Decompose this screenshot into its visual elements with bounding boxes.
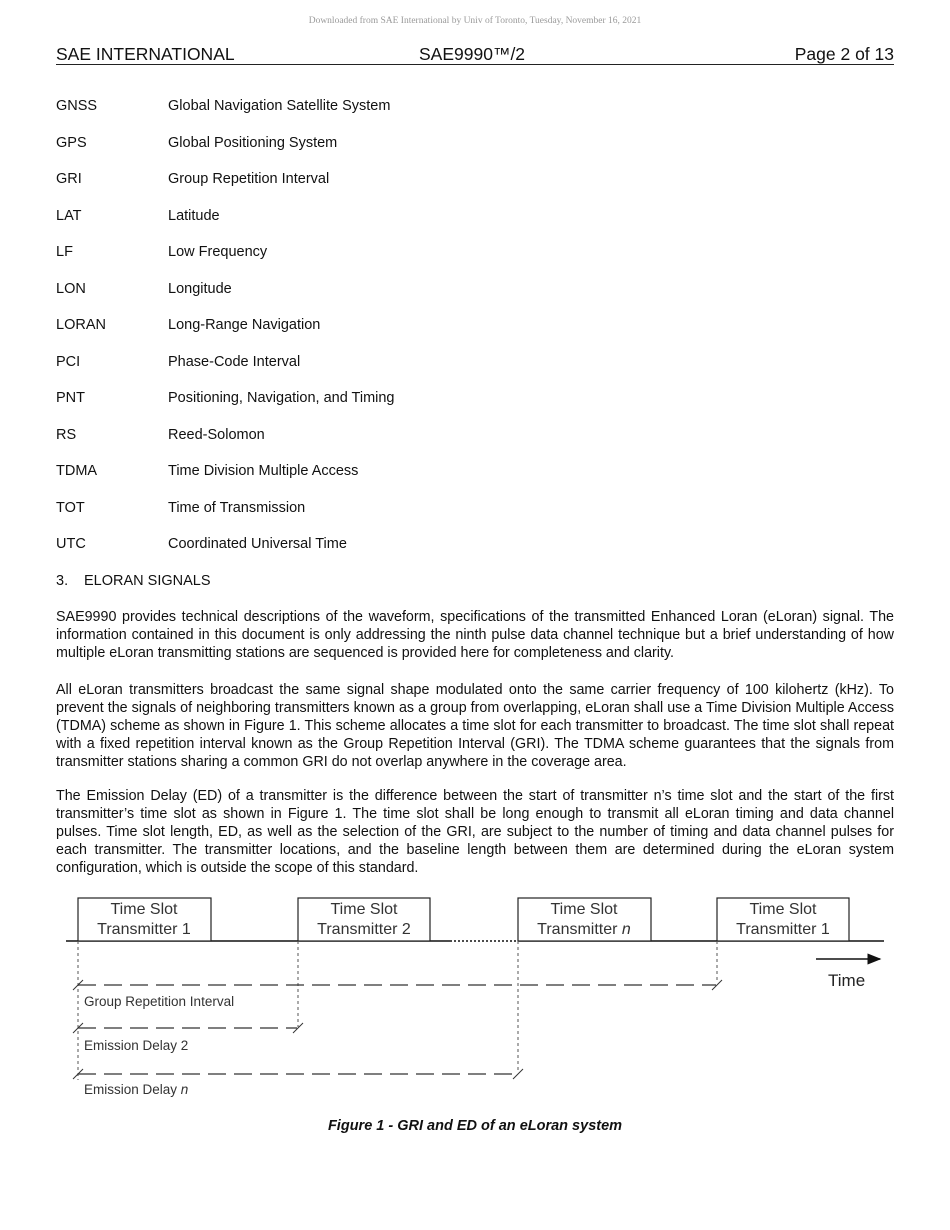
- slot-1-repeat-label-bottom: Transmitter 1: [736, 921, 830, 938]
- section-title: ELORAN SIGNALS: [84, 573, 211, 589]
- abbreviation-row: [56, 425, 894, 462]
- abbreviation-definition: Long-Range Navigation: [168, 317, 321, 333]
- slot-n-label-bottom: Transmitter n: [537, 921, 631, 938]
- abbreviation-term: GPS: [56, 134, 87, 151]
- abbreviation-definition: Group Repetition Interval: [168, 171, 330, 187]
- edn-end-tick: [513, 1069, 523, 1079]
- abbreviation-term: GRI: [56, 171, 82, 187]
- abbreviation-row: [56, 169, 894, 206]
- abbreviation-definition: Global Navigation Satellite System: [168, 98, 391, 114]
- abbreviation-row: [56, 206, 894, 243]
- abbreviation-term: TDMA: [56, 463, 98, 479]
- abbreviation-term: LAT: [56, 207, 82, 224]
- figure-caption: Figure 1 - GRI and ED of an eLoran system: [327, 1118, 623, 1134]
- section-heading: [56, 571, 211, 591]
- page-header: [56, 44, 894, 65]
- abbreviation-term: TOT: [56, 499, 85, 516]
- header-organization: SAE INTERNATIONAL: [56, 44, 235, 64]
- section-number: 3.: [56, 573, 69, 589]
- abbreviation-row: [56, 534, 894, 571]
- abbreviation-definition: Low Frequency: [168, 244, 268, 260]
- abbreviation-term: GNSS: [56, 98, 98, 114]
- abbreviation-row: [56, 352, 894, 389]
- abbreviation-row: [56, 96, 894, 133]
- figure-gri-diagram: [56, 890, 894, 1105]
- abbreviation-term: PCI: [56, 353, 81, 370]
- abbreviation-row: [56, 315, 894, 352]
- abbreviation-row: [56, 461, 894, 498]
- paragraph-intro: SAE9990 provides technical descriptions of the waveform, specifications of the transmitted Enhanced Loran (eLoran) signal. The information contained in this document is only addressing the ninth pulse data channel technique but a brief understanding of how multiple eLoran transmitting stations are sequenced is provided here for completeness and clarity.: [56, 609, 894, 661]
- abbreviation-row: [56, 498, 894, 535]
- abbreviation-list: [56, 96, 894, 571]
- header-page-number: Page 2 of 13: [794, 44, 894, 64]
- slot-2-label-bottom: Transmitter 2: [317, 921, 411, 938]
- slot-1-label-bottom: Transmitter 1: [97, 921, 191, 938]
- abbreviation-term: UTC: [56, 536, 86, 552]
- abbreviation-definition: Time of Transmission: [168, 499, 306, 516]
- abbreviation-definition: Positioning, Navigation, and Timing: [168, 390, 395, 406]
- ed2-label: Emission Delay 2: [84, 1038, 189, 1053]
- gri-label: Group Repetition Interval: [84, 994, 235, 1009]
- abbreviation-definition: Latitude: [168, 207, 220, 224]
- paragraph-emission-delay: The Emission Delay (ED) of a transmitter is the difference between the start of transmitter n’s time slot and the start of the first transmitter’s time slot as shown in Figure 1. The time slot shall be long enough to transmit all eLoran timing and data channel pulses. Time slot length, ED, as well as the selection of the GRI, are subject to the number of timing and data channel pulses for each transmitter. The transmitter locations, and the baseline length between them are determined during the eLoran system configuration, which is outside the scope of this standard.: [56, 788, 894, 876]
- slot-n-label-top: Time Slot: [550, 901, 618, 918]
- slot-2-label-top: Time Slot: [330, 901, 398, 918]
- abbreviation-definition: Global Positioning System: [168, 134, 338, 151]
- abbreviation-term: PNT: [56, 390, 85, 406]
- abbreviation-definition: Time Division Multiple Access: [168, 463, 359, 479]
- abbreviation-row: [56, 279, 894, 316]
- abbreviation-row: [56, 388, 894, 425]
- slot-1-repeat-label-top: Time Slot: [749, 901, 817, 918]
- slot-1-label-top: Time Slot: [110, 901, 178, 918]
- abbreviation-definition: Reed-Solomon: [168, 426, 265, 443]
- abbreviation-definition: Longitude: [168, 280, 232, 297]
- abbreviation-term: LF: [56, 244, 73, 260]
- abbreviation-definition: Coordinated Universal Time: [168, 536, 347, 552]
- paragraph-tdma: All eLoran transmitters broadcast the same signal shape modulated onto the same carrier frequency of 100 kilohertz (kHz). To prevent the signals of neighboring transmitters known as a group from overlapping, eLoran shall use a Time Division Multiple Access (TDMA) scheme as shown in Figure 1. This scheme allocates a time slot for each transmitter to broadcast. The time slot shall repeat with a fixed repetition interval known as the Group Repetition Interval (GRI). The TDMA scheme guarantees that the signals from transmitter stations sharing a common GRI do not overlap anywhere in the coverage area.: [56, 682, 894, 770]
- header-document-id: SAE9990™/2: [419, 44, 526, 64]
- download-watermark: Downloaded from SAE International by Univ of Toronto, Tuesday, November 16, 2021: [308, 16, 642, 26]
- abbreviation-term: LON: [56, 280, 86, 297]
- abbreviation-definition: Phase-Code Interval: [168, 353, 301, 370]
- abbreviation-row: [56, 242, 894, 279]
- edn-label: Emission Delay n: [84, 1082, 189, 1097]
- time-label: Time: [828, 971, 866, 990]
- abbreviation-row: [56, 133, 894, 170]
- abbreviation-term: LORAN: [56, 317, 106, 333]
- abbreviation-term: RS: [56, 426, 77, 443]
- gri-diagram-svg: [56, 890, 894, 1105]
